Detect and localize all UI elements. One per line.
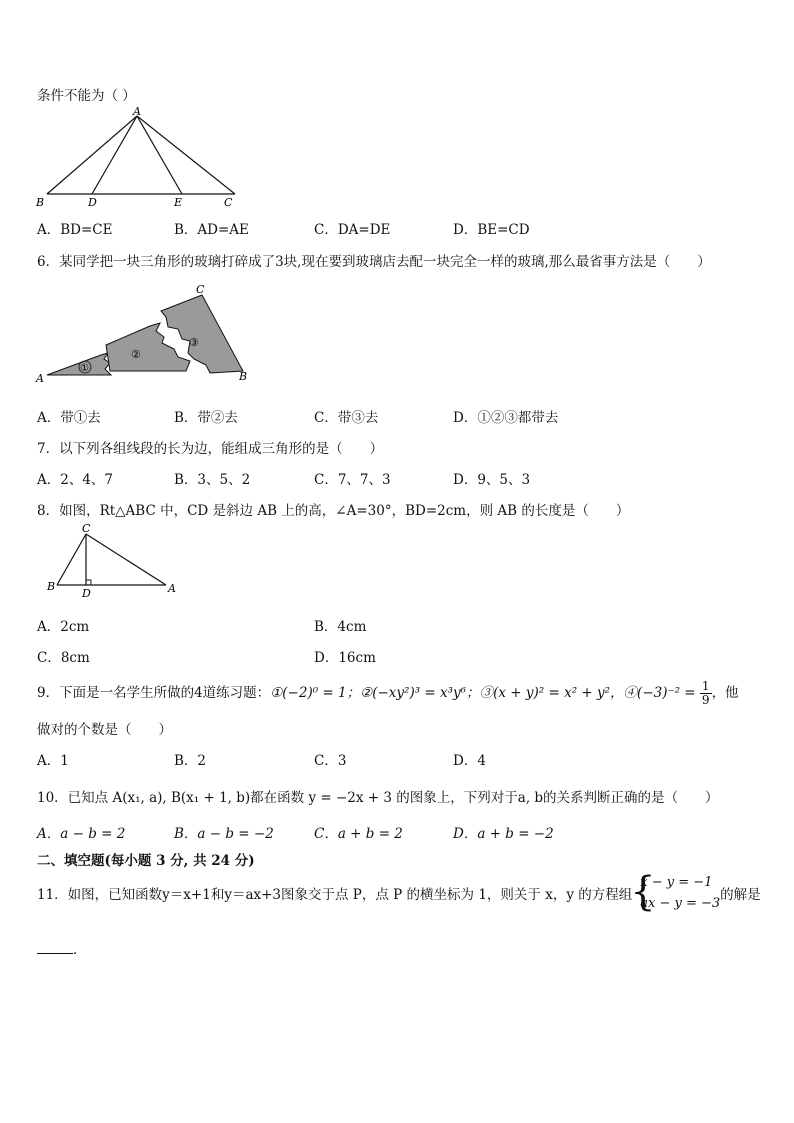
q8-label-d: D (82, 587, 91, 600)
q11-answer-blank[interactable] (37, 938, 87, 958)
q9-stem-tail: ，他 (711, 685, 739, 701)
q9-exercise-3: ③(x + y)² = x² + y²， (479, 685, 624, 701)
q7-option-c: C．7、7、3 (314, 472, 391, 488)
q9-fraction-denominator: 9 (701, 693, 710, 707)
q11-stem-tail: 的解是 (720, 887, 761, 903)
q6-label-c: C (196, 283, 205, 296)
q7-option-d: D．9、5、3 (453, 472, 531, 488)
q9-fraction-numerator: 1 (701, 679, 710, 693)
q8-right-triangle-figure (44, 522, 184, 600)
q9-intro: 9．下面是一名学生所做的4道练习题： (37, 685, 271, 701)
section-2-title: 二、填空题(每小题 3 分, 共 24 分) (37, 853, 255, 869)
q6-stem: 6．某同学把一块三角形的玻璃打碎成了3块,现在要到玻璃店去配一块完全一样的玻璃,那么最省事方法是（ ） (37, 254, 711, 270)
q5-option-b: B．AD=AE (174, 222, 249, 238)
q11-end-mark: ． (73, 942, 87, 958)
q9-option-c: C．3 (314, 753, 347, 769)
q6-piece-1-label: ① (80, 363, 89, 374)
q8-option-c: C．8cm (37, 650, 90, 666)
q10-stem: 10．已知点 A(x₁, a), B(x₁ + 1, b)都在函数 y = −2x + 3 的图象上，下列对于a, b的关系判断正确的是（ ） (37, 790, 719, 806)
q5-option-d: D．BE=CD (453, 222, 530, 238)
q6-option-b: B．带②去 (174, 410, 238, 426)
q6-piece-3-label: ③ (189, 336, 199, 349)
q11-equation-2: ax − y = −3 (640, 896, 721, 911)
q5-label-a: A (133, 105, 141, 118)
q8-stem: 8．如图，Rt△ABC 中，CD 是斜边 AB 上的高，∠A=30°，BD=2cm，则 AB 的长度是（ ） (37, 503, 630, 519)
q6-piece-2-label: ② (131, 348, 141, 361)
q8-label-a: A (168, 582, 176, 595)
q8-option-a: A．2cm (37, 619, 90, 635)
q5-triangle-figure (30, 104, 250, 209)
q10-option-c: C．a + b = 2 (314, 826, 403, 842)
q6-label-a: A (36, 372, 44, 385)
q8-label-c: C (82, 522, 91, 535)
q11-stem (37, 872, 761, 914)
q5-option-a: A．BD=CE (37, 222, 113, 238)
q9-fraction (700, 680, 712, 707)
answer-blank-line[interactable] (37, 941, 73, 954)
q5-label-c: C (224, 196, 233, 209)
q9-exercise-1: ①(−2)⁰ = 1； (270, 685, 361, 701)
q5-label-e: E (174, 196, 183, 209)
q6-broken-glass-figure (34, 283, 259, 385)
q9-option-a: A．1 (37, 753, 69, 769)
q8-label-b: B (47, 580, 56, 593)
q7-option-b: B．3、5、2 (174, 472, 251, 488)
q5-label-d: D (88, 196, 97, 209)
q10-option-a: A．a − b = 2 (37, 826, 126, 842)
q6-label-b: B (239, 370, 248, 383)
q6-option-d: D．①②③都带去 (453, 410, 559, 426)
q9-exercise-4: ④(−3)⁻² = (623, 685, 700, 701)
q11-equation-1: { x − y = −1 (640, 875, 713, 890)
q8-option-b: B．4cm (314, 619, 367, 635)
q5-stem-tail: 条件不能为（ ） (37, 88, 136, 104)
q8-option-d: D．16cm (314, 650, 376, 666)
q6-option-a: A．带①去 (37, 410, 101, 426)
q5-label-b: B (36, 196, 45, 209)
q10-option-d: D．a + b = −2 (453, 826, 554, 842)
q7-option-a: A．2、4、7 (37, 472, 114, 488)
q11-equation-system (632, 872, 720, 914)
q6-option-c: C．带③去 (314, 410, 379, 426)
q11-stem-text: 11．如图，已知函数y＝x+1和y＝ax+3图象交于点 P，点 P 的横坐标为 1，则关于 x，y 的方程组 (37, 887, 633, 903)
q9-option-b: B．2 (174, 753, 207, 769)
q9-option-d: D．4 (453, 753, 486, 769)
q10-option-b: B．a − b = −2 (174, 826, 274, 842)
q7-stem: 7．以下列各组线段的长为边，能组成三角形的是（ ） (37, 441, 384, 457)
q5-option-c: C．DA=DE (314, 222, 391, 238)
q9-exercise-2: ②(−xy²)³ = x³y⁶； (360, 685, 480, 701)
q9-stem-line2: 做对的个数是（ ） (37, 722, 172, 738)
q9-stem (37, 680, 739, 707)
